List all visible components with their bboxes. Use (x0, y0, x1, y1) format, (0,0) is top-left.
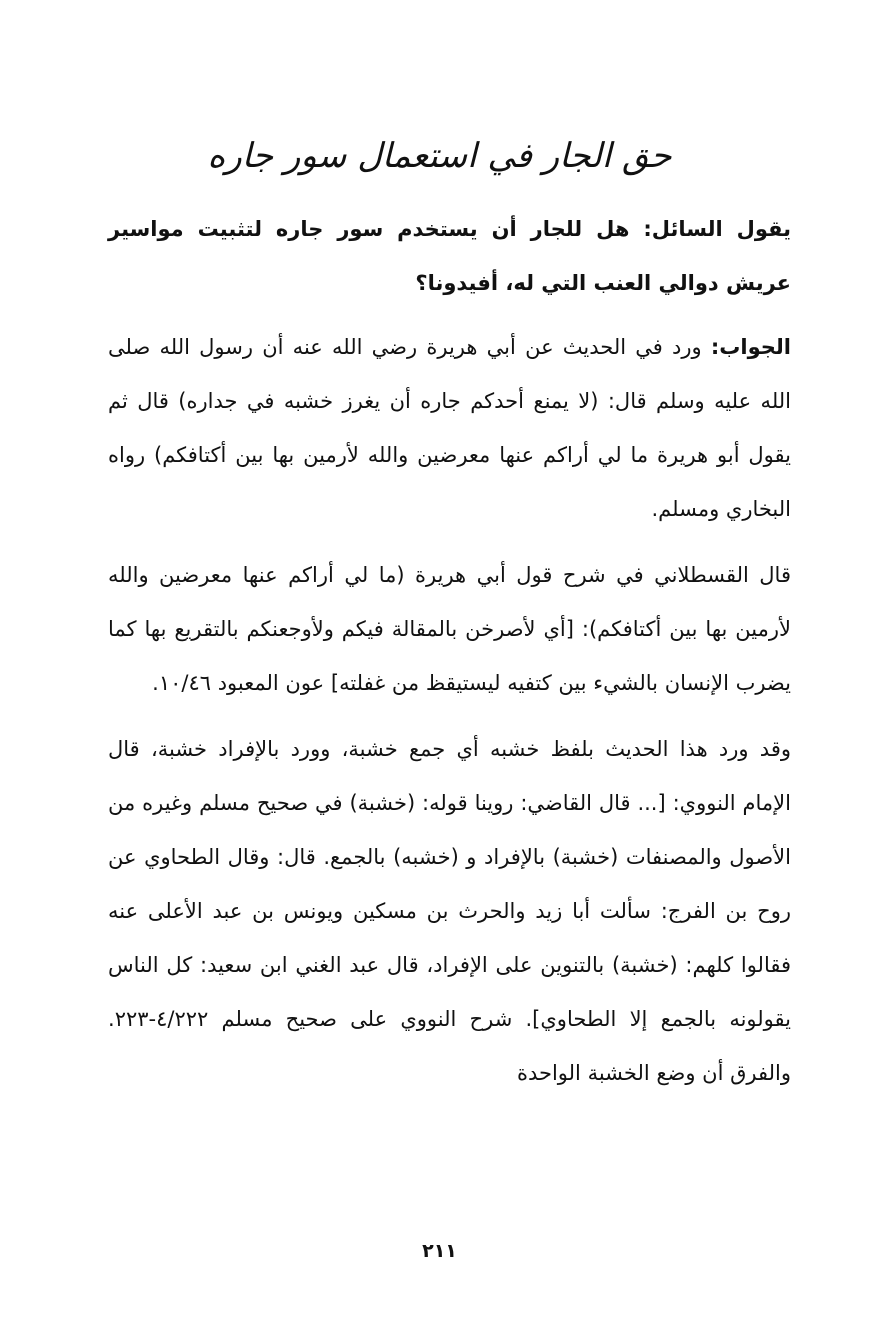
page-title: حق الجار في استعمال سور جاره (207, 136, 672, 176)
nawawi-paragraph: وقد ورد هذا الحديث بلفظ خشبه أي جمع خشبة، وورد بالإفراد خشبة، قال الإمام النووي: [... قال القاضي: روينا قوله: (خشبة) في صحيح مسلم وغيره من الأصول والمصنفات (خشبة) بالإفراد و (خشبه) بالجمع. قال: وقال الطحاوي عن روح بن الفرج: سألت أبا زيد والحرث بن مسكين ويونس بن عبد الأعلى عنه فقالوا كلهم: (خشبة) بالتنوين على الإفراد، قال عبد الغني ابن سعيد: كل الناس يقولونه بالجمع إلا الطحاوي]. شرح النووي على صحيح مسلم ٤/٢٢٢-٢٢٣. والفرق أن وضع الخشبة الواحدة (108, 737, 791, 1085)
question-paragraph: يقول السائل: هل للجار أن يستخدم سور جاره لتثبيت مواسير عريش دوالي العنب التي له، أفيدونا؟ (108, 217, 791, 295)
answer-label: الجواب: (710, 335, 791, 359)
qastallani-paragraph: قال القسطلاني في شرح قول أبي هريرة (ما لي أراكم عنها معرضين والله لأرمين بها بين أكتافكم): [أي لأصرخن بالمقالة فيكم ولأوجعنكم بالتقريع بها كما يضرب الإنسان بالشيء بين كتفيه ليستيقظ من غفلته] عون المعبود ١٠/٤٦. (108, 563, 791, 695)
page-body (108, 202, 791, 1100)
answer-paragraph (108, 320, 791, 536)
page-number: ٢١١ (422, 1240, 457, 1262)
answer-text: ورد في الحديث عن أبي هريرة رضي الله عنه أن رسول الله صلى الله عليه وسلم قال: (لا يمنع أحدكم جاره أن يغرز خشبه في جداره) قال ثم يقول أبو هريرة ما لي أراكم عنها معرضين والله لأرمين بها بين أكتافكم) رواه البخاري ومسلم. (108, 335, 791, 521)
